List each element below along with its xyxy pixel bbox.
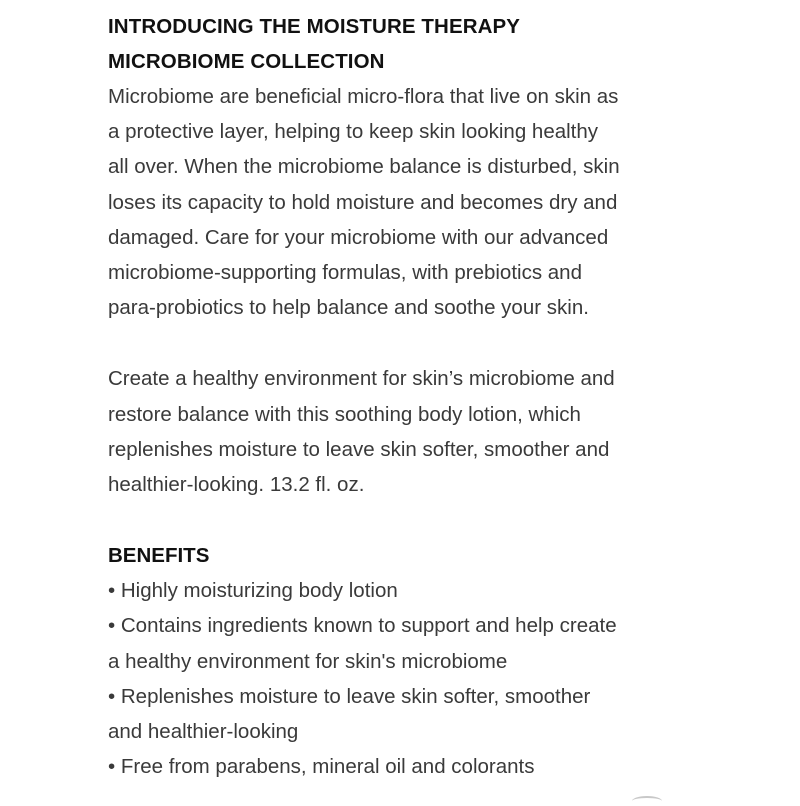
product-description bbox=[108, 9, 708, 784]
paragraph-line: restore balance with this soothing body lotion, which bbox=[108, 402, 581, 426]
benefit-line: • Replenishes moisture to leave skin softer, smoother bbox=[108, 684, 591, 708]
section-spacer bbox=[108, 502, 708, 538]
paragraph-line: Create a healthy environment for skin’s microbiome and bbox=[108, 367, 615, 391]
product-description-paragraph bbox=[108, 361, 708, 502]
benefits-heading: BENEFITS bbox=[108, 544, 210, 568]
benefits-list bbox=[108, 573, 708, 784]
scroll-indicator-arc bbox=[632, 796, 662, 806]
collection-heading bbox=[108, 9, 708, 79]
paragraph-line: healthier-looking. 13.2 fl. oz. bbox=[108, 473, 365, 497]
section-spacer bbox=[108, 325, 708, 361]
benefit-line: and healthier-looking bbox=[108, 720, 299, 744]
paragraph-line: all over. When the microbiome balance is disturbed, skin bbox=[108, 155, 620, 179]
benefit-line: • Highly moisturizing body lotion bbox=[108, 579, 398, 603]
paragraph-line: damaged. Care for your microbiome with our advanced bbox=[108, 225, 609, 249]
heading-line: MICROBIOME COLLECTION bbox=[108, 50, 385, 73]
benefit-line: • Contains ingredients known to support and help create bbox=[108, 614, 617, 638]
paragraph-line: para-probiotics to help balance and soothe your skin. bbox=[108, 296, 589, 320]
heading-line: INTRODUCING THE MOISTURE THERAPY bbox=[108, 15, 521, 38]
paragraph-line: Microbiome are beneficial micro-flora that live on skin as bbox=[108, 85, 619, 108]
paragraph-line: microbiome-supporting formulas, with prebiotics and bbox=[108, 261, 582, 285]
paragraph-line: replenishes moisture to leave skin softer, smoother and bbox=[108, 437, 610, 461]
paragraph-line: loses its capacity to hold moisture and becomes dry and bbox=[108, 190, 618, 214]
intro-paragraph bbox=[108, 79, 708, 325]
paragraph-line: a protective layer, helping to keep skin looking healthy bbox=[108, 120, 599, 144]
benefit-line: a healthy environment for skin's microbiome bbox=[108, 649, 508, 673]
benefit-line: • Free from parabens, mineral oil and colorants bbox=[108, 755, 535, 779]
